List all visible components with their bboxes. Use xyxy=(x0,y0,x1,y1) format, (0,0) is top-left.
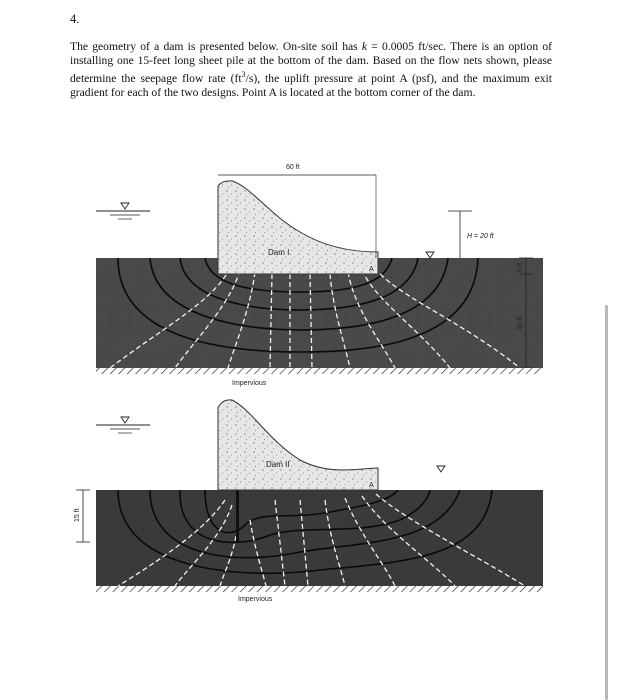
dam1-point-a: A xyxy=(369,266,374,273)
dam2-sheet-pile xyxy=(236,490,239,542)
dam2-sheet-pile-dimension xyxy=(74,490,90,542)
dam1-head-label: H = 20 ft xyxy=(467,233,494,240)
question-number: 4. xyxy=(70,12,80,26)
dam2-diagram xyxy=(74,400,543,603)
dam1-label: Dam I xyxy=(268,248,290,257)
dam1-body xyxy=(218,181,378,274)
dam2-label: Dam II xyxy=(266,460,290,469)
dam2-soil xyxy=(96,490,543,586)
dam2-impervious-label: Impervious xyxy=(238,596,273,603)
dam2-point-a: A xyxy=(369,482,374,489)
dam1-impervious-label: Impervious xyxy=(232,380,267,387)
vertical-scrollbar[interactable] xyxy=(605,305,608,700)
dam1-depth-label: 35 ft xyxy=(517,316,524,330)
cubed-superscript: 3 xyxy=(241,70,246,80)
dam2-sheet-pile-label: 15 ft xyxy=(74,508,81,522)
water-level-icon xyxy=(121,203,129,209)
question-text-3: /s), the uplift pressure at point A (psf), and the maximum exit gradient for each of the two designs. Point A is located at the bottom corner of the dam. xyxy=(70,72,552,100)
downstream-water-icon xyxy=(437,466,445,472)
dam2-body xyxy=(218,400,378,490)
dam1-top-dim-label: 5 ft xyxy=(517,262,524,272)
k-symbol: k xyxy=(361,40,368,53)
dam1-impervious-base xyxy=(96,368,543,374)
dam1-upstream-water xyxy=(96,203,150,219)
downstream-water-icon xyxy=(426,252,434,258)
dam1-diagram xyxy=(96,164,543,387)
question-text-1: The geometry of a dam is presented below. On-site soil has xyxy=(70,40,362,53)
dam2-upstream-water xyxy=(96,417,150,433)
question-text-2: = 0.0005 ft/sec. There is an option of installing one 15-feet long sheet pile at the bottom of the dam. Based on the flow nets shown, please determine the seepage flow rate (ft xyxy=(70,40,552,86)
dam1-width-label: 60 ft xyxy=(286,164,300,171)
dam2-impervious-base xyxy=(96,586,543,592)
water-level-icon xyxy=(121,417,129,423)
dam1-head-dimension xyxy=(448,211,495,258)
